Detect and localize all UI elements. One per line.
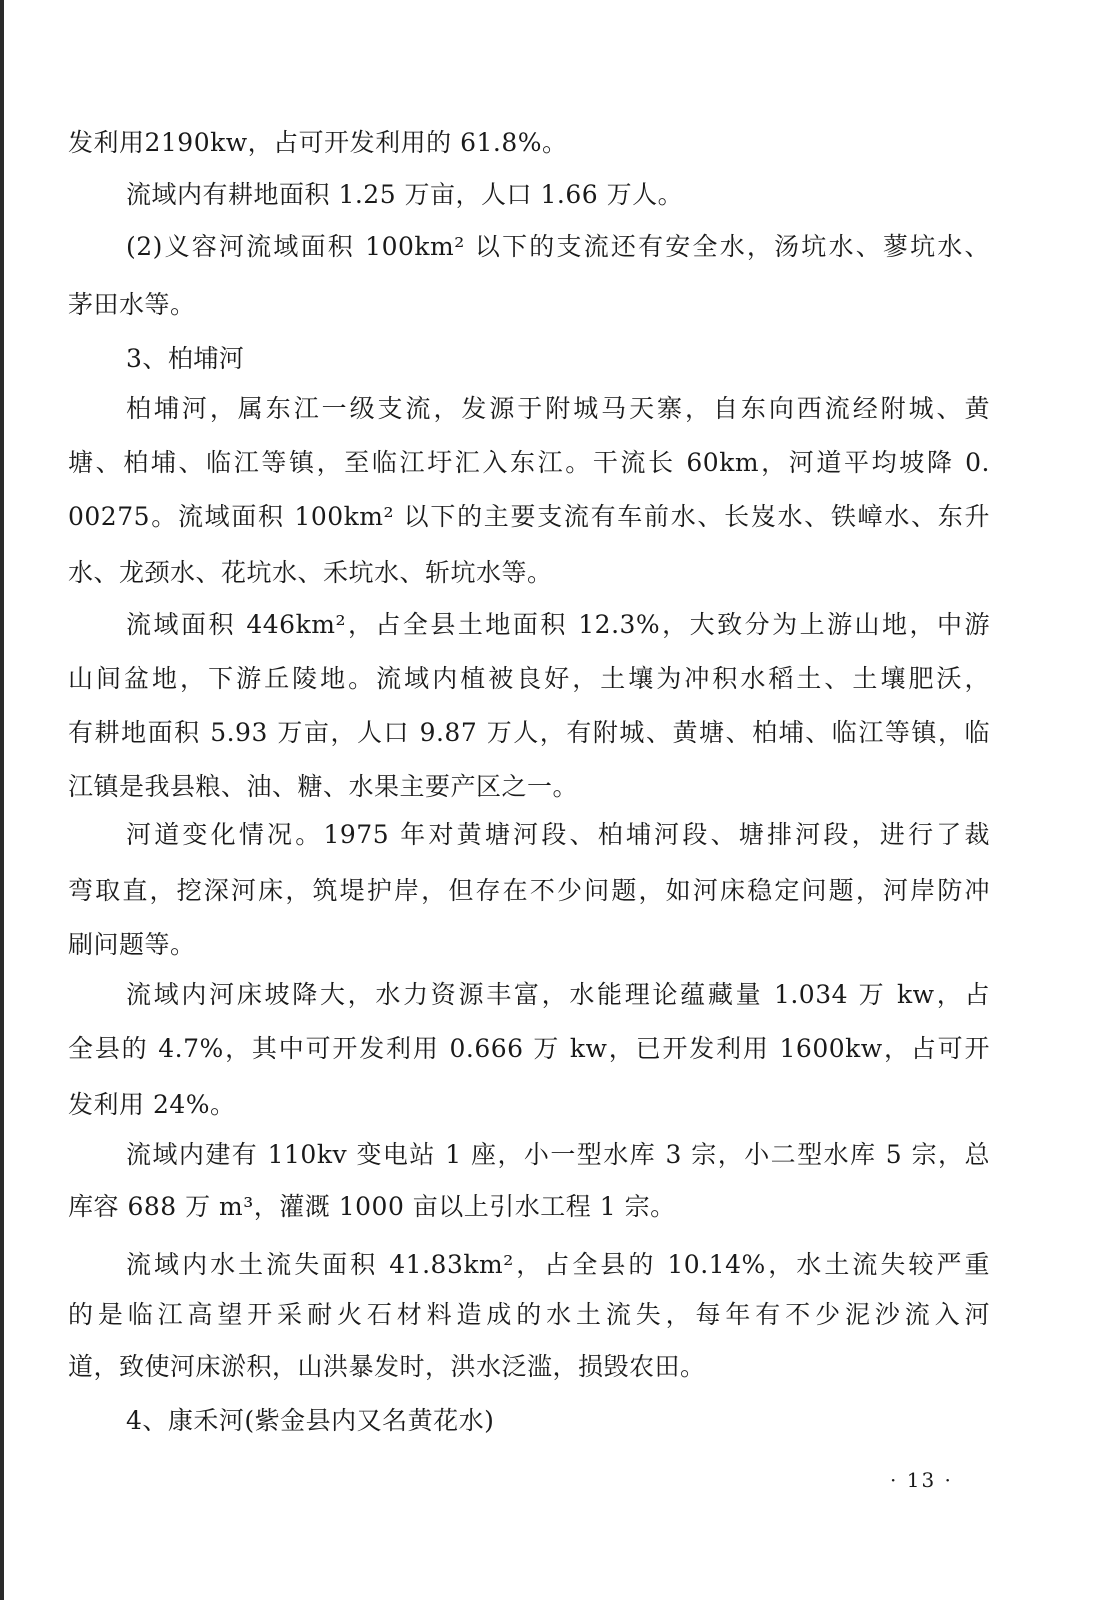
text-line: 水、龙颈水、花坑水、禾坑水、斩坑水等。 — [68, 558, 553, 587]
text-line: 山间盆地，下游丘陵地。流域内植被良好，土壤为冲积水稻土、土壤肥沃， — [68, 664, 990, 693]
section-heading: 3、柏埔河 — [126, 344, 245, 373]
section-heading: 4、康禾河(紫金县内又名黄花水) — [126, 1406, 495, 1435]
text-line: 库容 688 万 m³，灌溉 1000 亩以上引水工程 1 宗。 — [68, 1192, 676, 1221]
text-line: 发利用2190kw，占可开发利用的 61.8%。 — [68, 128, 568, 157]
text-line: 的是临江高望开采耐火石材料造成的水土流失，每年有不少泥沙流入河 — [68, 1300, 990, 1329]
text-line: 茅田水等。 — [68, 290, 196, 319]
text-line: 全县的 4.7%，其中可开发利用 0.666 万 kw，已开发利用 1600kw，占可开 — [68, 1034, 990, 1063]
page-number: · 13 · — [890, 1468, 953, 1492]
text-line: 刷问题等。 — [68, 930, 196, 959]
text-line: 有耕地面积 5.93 万亩，人口 9.87 万人，有附城、黄塘、柏埔、临江等镇，临 — [68, 718, 990, 747]
text-line: (2)义容河流域面积 100km² 以下的支流还有安全水，汤坑水、蓼坑水、 — [126, 232, 990, 261]
text-line: 塘、柏埔、临江等镇，至临江圩汇入东江。干流长 60km，河道平均坡降 0. — [68, 448, 990, 477]
text-line: 发利用 24%。 — [68, 1090, 236, 1119]
text-line: 柏埔河，属东江一级支流，发源于附城马天寨，自东向西流经附城、黄 — [126, 394, 990, 423]
text-line: 流域内建有 110kv 变电站 1 座，小一型水库 3 宗，小二型水库 5 宗，总 — [126, 1140, 990, 1169]
scan-edge — [0, 0, 4, 1600]
text-line: 流域内水土流失面积 41.83km²，占全县的 10.14%，水土流失较严重 — [126, 1250, 990, 1279]
text-line: 道，致使河床淤积，山洪暴发时，洪水泛滥，损毁农田。 — [68, 1352, 706, 1381]
text-line: 江镇是我县粮、油、糖、水果主要产区之一。 — [68, 772, 579, 801]
text-line: 弯取直，挖深河床，筑堤护岸，但存在不少问题，如河床稳定问题，河岸防冲 — [68, 876, 990, 905]
text-line: 流域面积 446km²，占全县土地面积 12.3%，大致分为上游山地，中游 — [126, 610, 990, 639]
text-line: 流域内河床坡降大，水力资源丰富，水能理论蕴藏量 1.034 万 kw，占 — [126, 980, 990, 1009]
text-line: 00275。流域面积 100km² 以下的主要支流有车前水、长岌水、铁嶂水、东升 — [68, 502, 990, 531]
text-line: 河道变化情况。1975 年对黄塘河段、柏埔河段、塘排河段，进行了裁 — [126, 820, 990, 849]
text-line: 流域内有耕地面积 1.25 万亩，人口 1.66 万人。 — [126, 180, 684, 209]
